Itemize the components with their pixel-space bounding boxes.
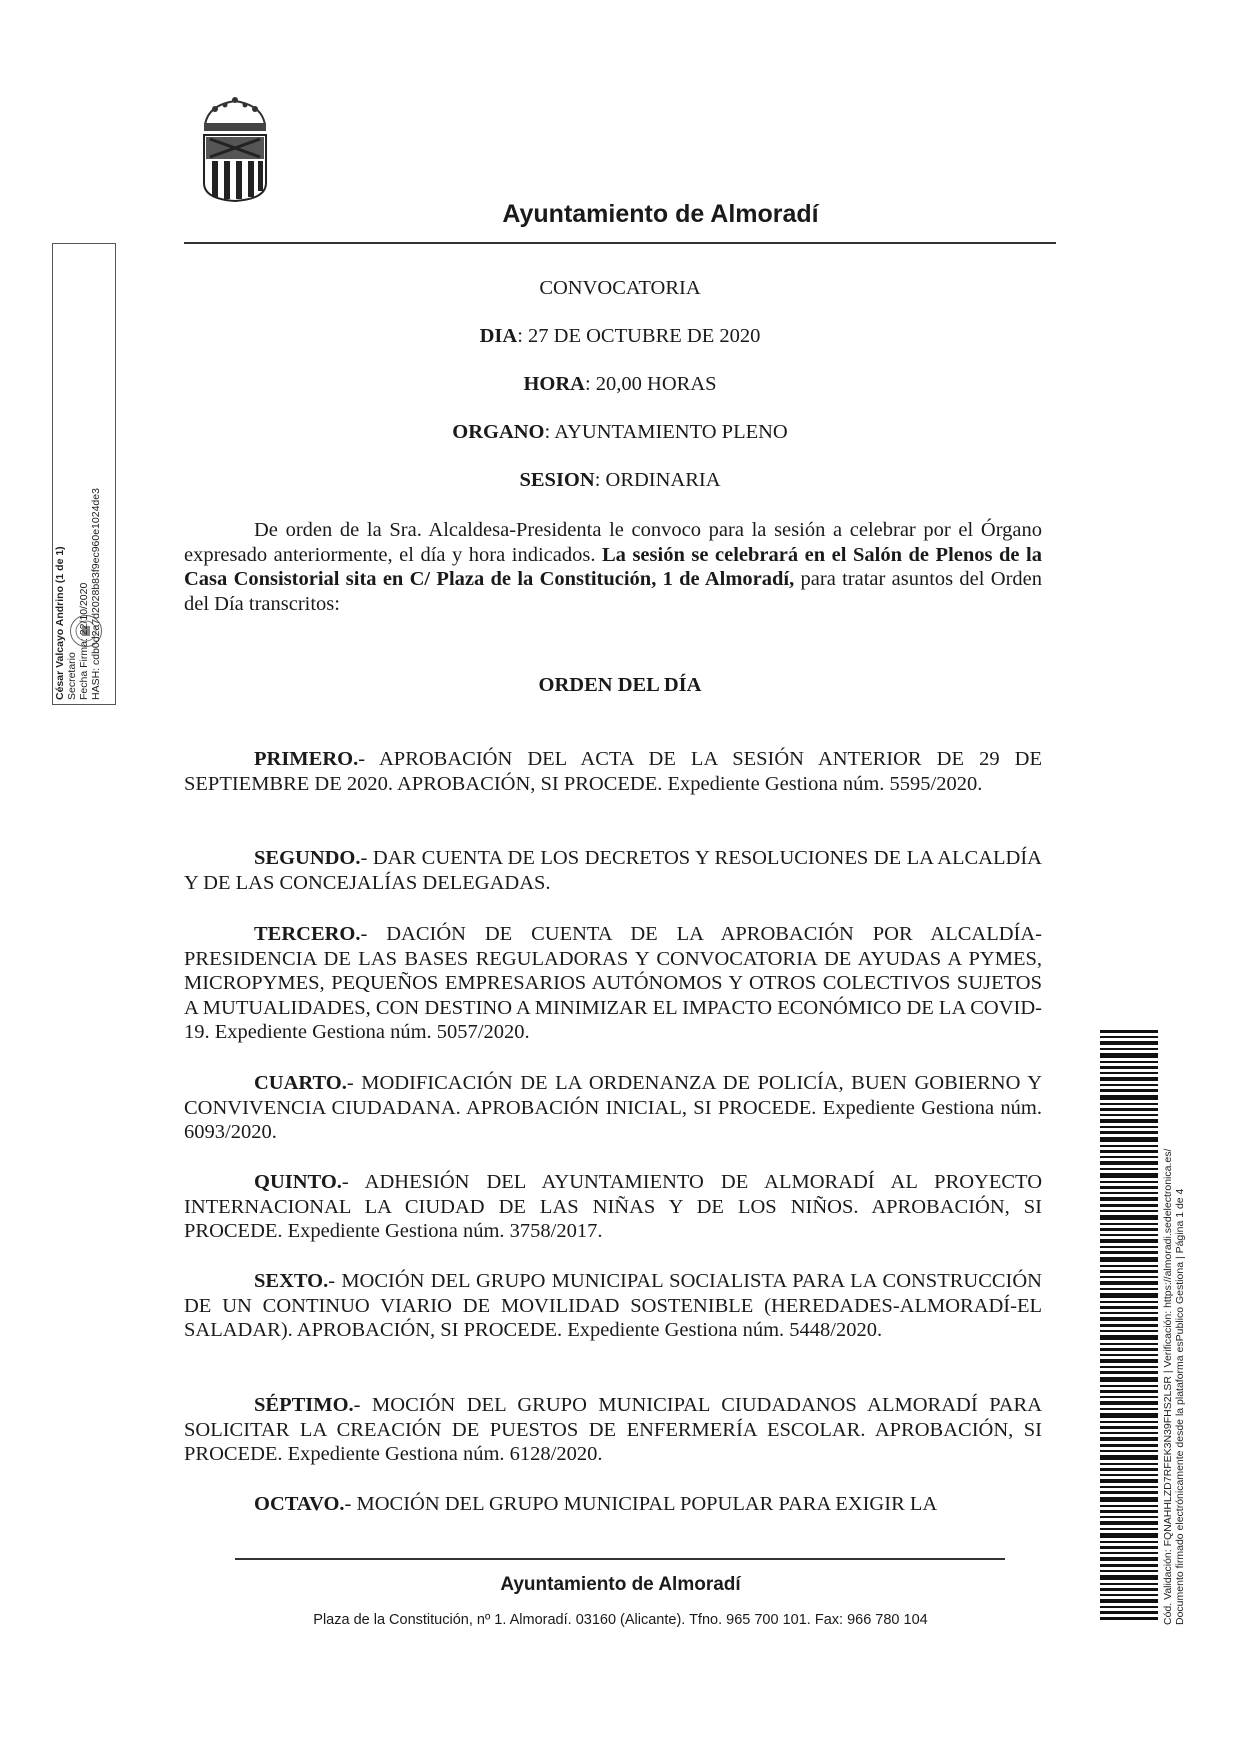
dia-label: DIA bbox=[479, 325, 518, 347]
agenda-item-key: QUINTO. bbox=[254, 1171, 342, 1193]
agenda-item-sexto bbox=[184, 1269, 1042, 1343]
hora-value: : 20,00 HORAS bbox=[584, 373, 717, 395]
agenda-item-octavo bbox=[184, 1492, 1042, 1517]
agenda-item-key: SÉPTIMO. bbox=[254, 1394, 354, 1416]
footer-title: Ayuntamiento de Almoradí bbox=[500, 1574, 741, 1595]
hora-label: HORA bbox=[523, 373, 585, 395]
organo-label: ORGANO bbox=[452, 421, 545, 443]
organo-line bbox=[184, 420, 1056, 445]
organo-value: : AYUNTAMIENTO PLENO bbox=[544, 421, 788, 443]
hora-line bbox=[184, 372, 1056, 397]
footer-divider bbox=[235, 1558, 1005, 1560]
sesion-line bbox=[184, 468, 1056, 493]
agenda-item-cuarto bbox=[184, 1071, 1042, 1145]
convocatoria-title: CONVOCATORIA bbox=[539, 277, 701, 299]
agenda-item-key: SEGUNDO. bbox=[254, 847, 361, 869]
agenda-item-septimo bbox=[184, 1393, 1042, 1467]
signer-role: Secretario bbox=[66, 652, 78, 700]
header-divider bbox=[184, 242, 1056, 244]
agenda-item-primero bbox=[184, 747, 1042, 796]
signer-name: César Valcayo Andrino (1 de 1) bbox=[54, 546, 66, 700]
header-title: Ayuntamiento de Almoradí bbox=[502, 200, 819, 228]
agenda-item-key: TERCERO. bbox=[254, 923, 361, 945]
signature-hash: HASH: cdb0d2a7d2028b83f9ec960e1024de3 bbox=[90, 488, 102, 700]
intro-text-end: para tratar asuntos del Orden del Día transcritos: bbox=[184, 568, 1042, 615]
dia-value: : 27 DE OCTUBRE DE 2020 bbox=[517, 325, 761, 347]
agenda-item-text: - DACIÓN DE CUENTA DE LA APROBACIÓN POR ALCALDÍA-PRESIDENCIA DE LAS BASES REGULADORAS Y CONVOCATORIA DE AYUDAS A PYMES, MICROPYMES, PEQUEÑOS EMPRESARIOS AUTÓNOMOS Y OTROS COLECTIVOS SUJETOS A MUTUALIDADES, CON DESTINO A MINIMIZAR EL IMPACTO ECONÓMICO DE LA COVID-19. Expediente Gestiona núm. 5057/2020. bbox=[184, 923, 1042, 1043]
signature-date: Fecha Firma: 22/10/2020 bbox=[78, 582, 90, 700]
agenda-item-tercero bbox=[184, 922, 1042, 1045]
intro-text: De orden de la Sra. Alcaldesa-Presidenta le convoco para la sesión a celebrar por el Órgano expresado anteriormente, el día y hora indicados. bbox=[184, 519, 1042, 566]
agenda-item-quinto bbox=[184, 1170, 1042, 1244]
validation-code: Cód. Validación: FQNAHHLZD7RFEK3N39FHS2LSR | Verificación: https://almoradi.sedelectronica.es/ bbox=[1162, 1148, 1174, 1625]
agenda-item-text: - MOCIÓN DEL GRUPO MUNICIPAL CIUDADANOS ALMORADÍ PARA SOLICITAR LA CREACIÓN DE PUESTOS DE ENFERMERÍA ESCOLAR. APROBACIÓN, SI PROCEDE. Expediente Gestiona núm. 6128/2020. bbox=[184, 1394, 1042, 1465]
agenda-item-key: PRIMERO. bbox=[254, 748, 359, 770]
agenda-item-text: - MOCIÓN DEL GRUPO MUNICIPAL SOCIALISTA PARA LA CONSTRUCCIÓN DE UN CONTINUO VIARIO DE MOVILIDAD SOSTENIBLE (HEREDADES-ALMORADÍ-EL SALADAR). APROBACIÓN, SI PROCEDE. Expediente Gestiona núm. 5448/2020. bbox=[184, 1270, 1042, 1341]
validation-text bbox=[1162, 1149, 1186, 1625]
dia-line bbox=[184, 324, 1056, 349]
orden-del-dia-title: ORDEN DEL DÍA bbox=[538, 674, 702, 696]
agenda-item-key: CUARTO. bbox=[254, 1072, 347, 1094]
agenda-item-text: - DAR CUENTA DE LOS DECRETOS Y RESOLUCIONES DE LA ALCALDÍA Y DE LAS CONCEJALÍAS DELEGADAS. bbox=[184, 847, 1042, 894]
intro-paragraph bbox=[184, 518, 1042, 616]
footer-address: Plaza de la Constitución, nº 1. Almoradí. 03160 (Alicante). Tfno. 965 700 101. Fax: 966 780 104 bbox=[313, 1612, 928, 1628]
agenda-item-key: SEXTO. bbox=[254, 1270, 329, 1292]
agenda-item-text: - APROBACIÓN DEL ACTA DE LA SESIÓN ANTERIOR DE 29 DE SEPTIEMBRE DE 2020. APROBACIÓN, SI PROCEDE. Expediente Gestiona núm. 5595/2020. bbox=[184, 748, 1042, 795]
coat-of-arms-logo bbox=[200, 95, 270, 203]
validation-platform: Documento firmado electrónicamente desde la plataforma esPublico Gestiona | Página 1 de 4 bbox=[1174, 1188, 1186, 1625]
sesion-label: SESION bbox=[519, 469, 595, 491]
agenda-item-text: - MOCIÓN DEL GRUPO MUNICIPAL POPULAR PARA EXIGIR LA bbox=[344, 1493, 938, 1515]
agenda-item-key: OCTAVO. bbox=[254, 1493, 345, 1515]
barcode-icon bbox=[1100, 1030, 1158, 1620]
sesion-value: : ORDINARIA bbox=[594, 469, 721, 491]
intro-location: La sesión se celebrará en el Salón de Plenos de la Casa Consistorial sita en C/ Plaza de la Constitución, 1 de Almoradí, bbox=[184, 543, 1042, 590]
agenda-item-text: - MODIFICACIÓN DE LA ORDENANZA DE POLICÍA, BUEN GOBIERNO Y CONVIVENCIA CIUDADANA. APROBACIÓN INICIAL, SI PROCEDE. Expediente Gestiona núm. 6093/2020. bbox=[184, 1072, 1042, 1143]
signature-text bbox=[54, 300, 102, 700]
agenda-item-text: - ADHESIÓN DEL AYUNTAMIENTO DE ALMORADÍ AL PROYECTO INTERNACIONAL LA CIUDAD DE LAS NIÑAS Y DE LOS NIÑOS. APROBACIÓN, SI PROCEDE. Expediente Gestiona núm. 3758/2017. bbox=[184, 1171, 1042, 1242]
agenda-item-segundo bbox=[184, 846, 1042, 895]
